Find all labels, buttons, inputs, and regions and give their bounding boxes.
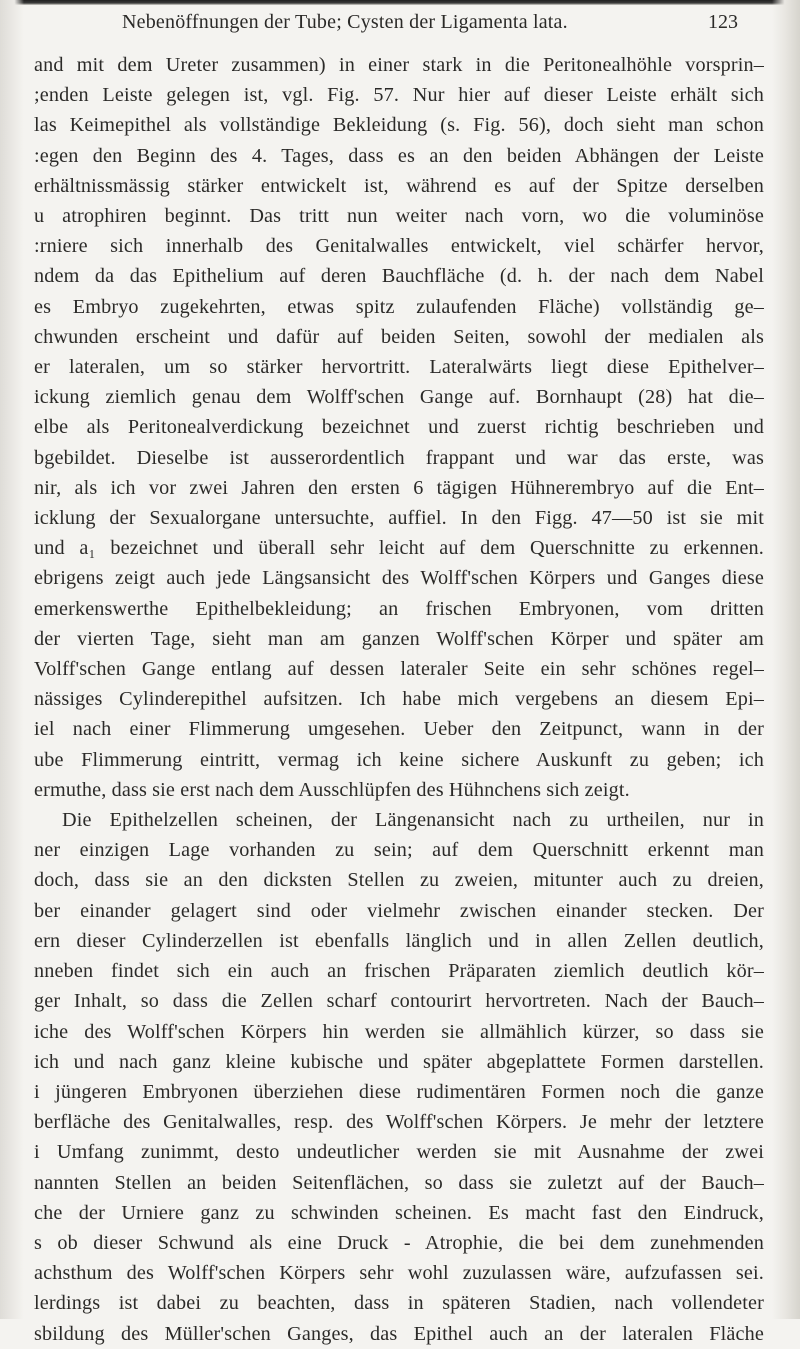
text-line: lerdings ist dabei zu beachten, dass in späteren Stadien, nach vollendeter	[34, 1292, 764, 1315]
text-line: nneben findet sich ein auch an frischen Präparaten ziemlich deutlich kör–	[34, 960, 764, 983]
text-line: s ob dieser Schwund als eine Druck - Atrophie, die bei dem zunehmenden	[34, 1231, 764, 1254]
text-line: i Umfang zunimmt, desto undeutlicher werden sie mit Ausnahme der zwei	[34, 1141, 764, 1164]
text-line: ebrigens zeigt auch jede Längsansicht des Wolff'schen Körpers und Ganges diese	[34, 567, 764, 590]
right-page-edge	[772, 0, 800, 1319]
running-head	[0, 8, 800, 36]
page-number: 123	[708, 11, 738, 33]
text-line: u atrophiren beginnt. Das tritt nun weiter nach vorn, wo die voluminöse	[34, 205, 764, 228]
text-line: and mit dem Ureter zusammen) in einer stark in die Peritonealhöhle vorsprin–	[34, 54, 764, 76]
text-line: ndem da das Epithelium auf deren Bauchfläche (d. h. der nach dem Nabel	[34, 265, 764, 288]
text-line: erhältnissmässig stärker entwickelt ist, während es auf der Spitze derselben	[34, 174, 764, 197]
top-edge-shadow	[0, 0, 800, 5]
text-line: emerkenswerthe Epithelbekleidung; an frischen Embryonen, vom dritten	[34, 597, 764, 620]
body-text	[34, 50, 764, 1349]
text-line: ner einzigen Lage vorhanden zu sein; auf dem Querschnitt erkennt man	[34, 839, 764, 862]
text-line: Volff'schen Gange entlang auf dessen lateraler Seite ein sehr schönes regel–	[34, 658, 764, 681]
text-line: sbildung des Müller'schen Ganges, das Epithel auch an der lateralen Fläche	[34, 1322, 764, 1345]
text-line: ube Flimmerung eintritt, vermag ich keine sichere Auskunft zu geben; ich	[34, 748, 764, 771]
text-line: che der Urniere ganz zu schwinden scheinen. Es macht fast den Eindruck,	[34, 1201, 764, 1224]
text-line: berfläche des Genitalwalles, resp. des Wolff'schen Körpers. Je mehr der letztere	[34, 1111, 764, 1134]
text-line: achsthum des Wolff'schen Körpers sehr wohl zuzulassen wäre, aufzufassen sei.	[34, 1262, 764, 1285]
text-line: ern dieser Cylinderzellen ist ebenfalls länglich und in allen Zellen deutlich,	[34, 929, 764, 952]
text-line: doch, dass sie an den dicksten Stellen zu zweien, mitunter auch zu dreien,	[34, 869, 764, 892]
text-line: ger Inhalt, so dass die Zellen scharf contourirt hervortreten. Nach der Bauch–	[34, 990, 764, 1013]
text-line: nässiges Cylinderepithel aufsitzen. Ich habe mich vergebens an diesem Epi–	[34, 688, 764, 711]
text-line: ;enden Leiste gelegen ist, vgl. Fig. 57. Nur hier auf dieser Leiste erhält sich	[34, 84, 764, 107]
text-line: nannten Stellen an beiden Seitenflächen, so dass sie zuletzt auf der Bauch–	[34, 1171, 764, 1194]
text-line: icklung der Sexualorgane untersuchte, auffiel. In den Figg. 47—50 ist sie mit	[34, 507, 764, 530]
text-line: nir, als ich vor zwei Jahren den ersten 6 tägigen Hühnerembryo auf die Ent–	[34, 476, 764, 499]
text-line: las Keimepithel als vollständige Bekleidung (s. Fig. 56), doch sieht man schon	[34, 114, 764, 137]
text-line: der vierten Tage, sieht man am ganzen Wolff'schen Körper und später am	[34, 627, 764, 650]
text-line: elbe als Peritonealverdickung bezeichnet und zuerst richtig beschrieben und	[34, 416, 764, 439]
text-line: es Embryo zugekehrten, etwas spitz zulaufenden Fläche) vollständig ge–	[34, 295, 764, 318]
left-page-edge	[0, 0, 24, 1319]
text-line: bgebildet. Dieselbe ist ausserordentlich frappant und war das erste, was	[34, 446, 764, 469]
text-line: :rniere sich innerhalb des Genitalwalles entwickelt, viel schärfer hervor,	[34, 235, 764, 258]
text-line: i jüngeren Embryonen überziehen diese rudimentären Formen noch die ganze	[34, 1080, 764, 1103]
text-line: iche des Wolff'schen Körpers hin werden sie allmählich kürzer, so dass sie	[34, 1020, 764, 1043]
text-line: ich und nach ganz kleine kubische und später abgeplattete Formen darstellen.	[34, 1050, 764, 1073]
paragraph-start-line: Die Epithelzellen scheinen, der Längenansicht nach zu urtheilen, nur in	[62, 809, 764, 832]
text-line: :egen den Beginn des 4. Tages, dass es an den beiden Abhängen der Leiste	[34, 144, 764, 167]
text-line: iel nach einer Flimmerung umgesehen. Ueber den Zeitpunct, wann in der	[34, 718, 764, 741]
text-line: chwunden erscheint und dafür auf beiden Seiten, sowohl der medialen als	[34, 325, 764, 348]
text-line: ber einander gelagert sind oder vielmehr zwischen einander stecken. Der	[34, 899, 764, 922]
text-line: er lateralen, um so stärker hervortritt. Lateralwärts liegt diese Epithelver–	[34, 356, 764, 379]
text-line: ickung ziemlich genau dem Wolff'schen Gange auf. Bornhaupt (28) hat die–	[34, 386, 764, 409]
running-head-title: Nebenöffnungen der Tube; Cysten der Ligamenta lata.	[122, 11, 568, 33]
text-line: ermuthe, dass sie erst nach dem Ausschlüpfen des Hühnchens sich zeigt.	[34, 778, 630, 801]
text-line: und a₁ bezeichnet und überall sehr leicht auf dem Querschnitte zu erkennen.	[34, 537, 764, 560]
